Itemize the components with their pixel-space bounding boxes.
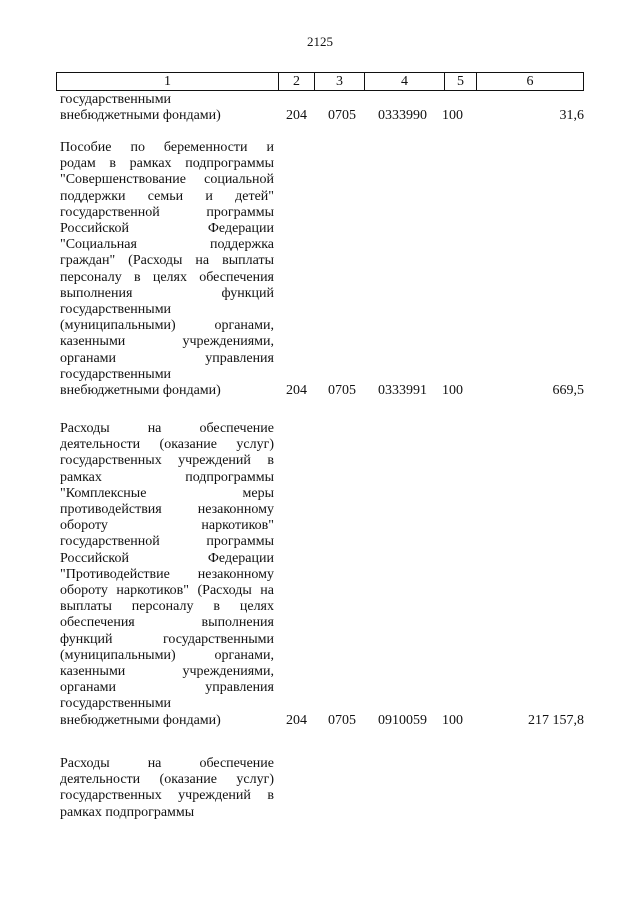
- row-amount: 217 157,8: [528, 712, 584, 728]
- row-description: [60, 421, 274, 729]
- description-line: персоналу в целях обеспечения: [60, 269, 274, 285]
- row-description: [60, 756, 274, 821]
- row-expense-type: 100: [442, 712, 463, 728]
- description-line: рамках подпрограммы: [60, 469, 274, 485]
- description-line: государственных учреждений в: [60, 453, 274, 469]
- description-line: обороту наркотиков" (Расходы на: [60, 583, 274, 599]
- column-header-4: 4: [365, 73, 445, 90]
- description-line: органами управления: [60, 350, 274, 366]
- description-line: деятельности (оказание услуг): [60, 437, 274, 453]
- description-line: государственными: [60, 696, 172, 712]
- row-description: [60, 92, 274, 124]
- description-line: Расходы на обеспечение: [60, 756, 274, 771]
- description-line: поддержки семьи и детей": [60, 188, 274, 204]
- description-line: рамках подпрограммы: [60, 804, 195, 820]
- description-line: обороту наркотиков": [60, 518, 274, 534]
- description-line: граждан" (Расходы на выплаты: [60, 253, 274, 269]
- description-line: противодействия незаконному: [60, 502, 274, 518]
- column-header-2: 2: [279, 73, 315, 90]
- description-line: внебюджетными фондами): [60, 383, 221, 399]
- description-line: казенными учреждениями,: [60, 334, 274, 350]
- description-line: внебюджетными фондами): [60, 712, 221, 728]
- column-header-6: 6: [526, 74, 534, 89]
- description-line: функций государственными: [60, 631, 274, 647]
- row-section: 0705: [328, 108, 356, 124]
- row-target-article: 0910059: [378, 712, 427, 728]
- description-line: государственными: [60, 302, 172, 318]
- description-line: казенными учреждениями,: [60, 664, 274, 680]
- row-amount: 31,6: [559, 108, 584, 124]
- row-code: 204: [286, 108, 307, 124]
- description-line: деятельности (оказание услуг): [60, 772, 274, 788]
- description-line: органами управления: [60, 680, 274, 696]
- description-line: Российской Федерации: [60, 221, 274, 237]
- description-line: государственной программы: [60, 204, 274, 220]
- row-amount: 669,5: [552, 383, 584, 398]
- row-target-article: 0333991: [378, 383, 427, 398]
- description-line: "Социальная поддержка: [60, 237, 274, 253]
- description-line: Российской Федерации: [60, 550, 274, 566]
- column-header-5: 5: [445, 73, 477, 90]
- description-line: государственными: [60, 366, 172, 382]
- row-code: 204: [286, 383, 307, 398]
- description-line: "Противодействие незаконному: [60, 566, 274, 582]
- row-section: 0705: [328, 383, 356, 398]
- table-header: [56, 72, 584, 91]
- description-line: государственной программы: [60, 534, 274, 550]
- description-line: "Совершенствование социальной: [60, 172, 274, 188]
- page-number: 2125: [307, 34, 333, 49]
- description-line: внебюджетными фондами): [60, 108, 221, 124]
- row-expense-type: 100: [442, 108, 463, 124]
- description-line: выполнения функций: [60, 285, 274, 301]
- description-line: (муниципальными) органами,: [60, 647, 274, 663]
- description-line: родам в рамках подпрограммы: [60, 156, 274, 172]
- description-line: Пособие по беременности и: [60, 140, 274, 155]
- description-line: государственных учреждений в: [60, 788, 274, 804]
- row-code: 204: [286, 712, 307, 728]
- description-line: Расходы на обеспечение: [60, 421, 274, 436]
- column-header-1: 1: [57, 73, 279, 90]
- description-line: обеспечения выполнения: [60, 615, 274, 631]
- description-line: выплаты персоналу в целях: [60, 599, 274, 615]
- row-target-article: 0333990: [378, 108, 427, 124]
- description-line: государственными: [60, 92, 172, 107]
- description-line: (муниципальными) органами,: [60, 318, 274, 334]
- column-header-3: 3: [315, 73, 365, 90]
- description-line: "Комплексные меры: [60, 485, 274, 501]
- row-section: 0705: [328, 712, 356, 728]
- row-expense-type: 100: [442, 383, 463, 398]
- row-description: [60, 140, 274, 399]
